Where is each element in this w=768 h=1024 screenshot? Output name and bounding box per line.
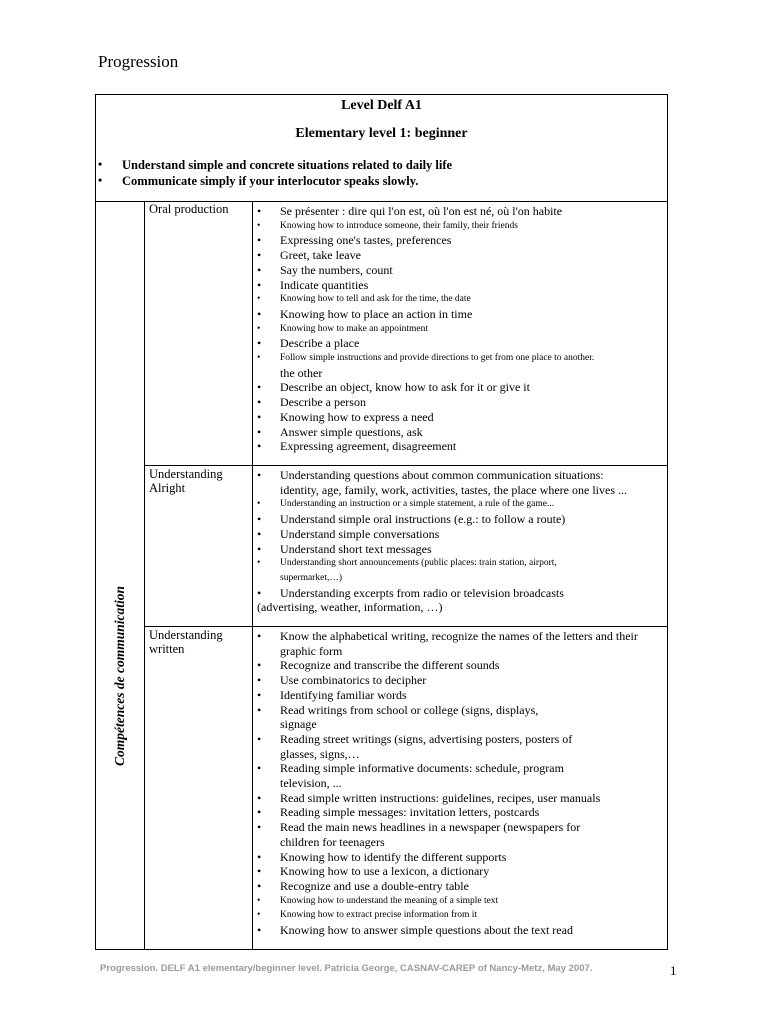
bullet-icon: • bbox=[257, 849, 262, 864]
bullet-icon: • bbox=[257, 409, 262, 424]
list-item bbox=[253, 527, 667, 542]
item-text: Reading simple informative documents: schedule, program bbox=[280, 761, 564, 776]
items-list bbox=[253, 466, 667, 626]
list-item bbox=[253, 658, 667, 673]
list-item bbox=[253, 644, 667, 659]
list-item bbox=[253, 248, 667, 263]
category-label: Oral production bbox=[145, 201, 253, 465]
item-text: Follow simple instructions and provide directions to get from one place to another. bbox=[280, 353, 595, 364]
footer-text: Progression. DELF A1 elementary/beginner level. Patricia George, CASNAV-CAREP of Nancy-Metz, May 2007. bbox=[100, 963, 593, 974]
list-item bbox=[253, 512, 667, 527]
item-text: Understanding an instruction or a simple statement, a rule of the game... bbox=[280, 499, 555, 510]
bullet-icon: • bbox=[257, 923, 262, 938]
list-item bbox=[253, 351, 667, 366]
item-text: Read the main news headlines in a newspaper (newspapers for bbox=[280, 820, 581, 835]
list-item bbox=[253, 292, 667, 307]
item-text: Knowing how to introduce someone, their family, their friends bbox=[280, 220, 518, 231]
bullet-icon: • bbox=[257, 323, 261, 334]
vertical-label: Compétences de communication bbox=[112, 586, 127, 766]
bullet-icon: • bbox=[257, 262, 262, 277]
bullet-icon: • bbox=[257, 336, 262, 351]
item-text: supermarket,…) bbox=[280, 572, 342, 583]
bullet-icon: • bbox=[257, 294, 261, 305]
bullet-icon: • bbox=[257, 629, 262, 643]
item-text: signage bbox=[280, 717, 317, 732]
item-text: Understanding excerpts from radio or television broadcasts bbox=[280, 585, 564, 600]
list-item bbox=[253, 263, 667, 278]
list-item bbox=[253, 497, 667, 512]
table-header bbox=[96, 95, 667, 202]
bullet-icon: • bbox=[257, 658, 262, 673]
item-text: Knowing how to express a need bbox=[280, 409, 434, 424]
elementary-heading: Elementary level 1: beginner bbox=[295, 126, 468, 141]
bullet-icon: • bbox=[257, 731, 262, 746]
list-item bbox=[253, 468, 667, 483]
list-item bbox=[253, 556, 667, 571]
bullet-icon: • bbox=[257, 558, 261, 569]
category-label: Understanding Alright bbox=[145, 466, 253, 626]
item-text: Use combinatorics to decipher bbox=[280, 673, 427, 688]
bullet-icon: • bbox=[257, 864, 262, 879]
bullet-icon: • bbox=[257, 805, 262, 820]
bullet-icon: • bbox=[257, 248, 262, 263]
bullet-icon: • bbox=[257, 204, 262, 218]
bullet-icon: • bbox=[257, 820, 262, 835]
item-text: Read writings from school or college (signs, displays, bbox=[280, 702, 539, 717]
list-item bbox=[253, 600, 667, 615]
page-number: 1 bbox=[670, 963, 677, 978]
item-text: Greet, take leave bbox=[280, 248, 361, 263]
list-item bbox=[253, 879, 667, 894]
bullet-icon: • bbox=[257, 878, 262, 893]
list-item bbox=[253, 703, 667, 718]
list-item bbox=[253, 278, 667, 293]
goal-item: • Communicate simply if your interlocutor speaks slowly. bbox=[96, 173, 667, 189]
list-item bbox=[253, 410, 667, 425]
list-item bbox=[253, 395, 667, 410]
item-text: Knowing how to place an action in time bbox=[280, 306, 473, 321]
item-text: Understand short text messages bbox=[280, 541, 432, 556]
bullet-icon: • bbox=[257, 353, 261, 364]
item-text: Read simple written instructions: guidelines, recipes, user manuals bbox=[280, 790, 601, 805]
list-item bbox=[253, 791, 667, 806]
item-text: identity, age, family, work, activities, tastes, the place where one lives ... bbox=[280, 482, 627, 497]
list-item bbox=[253, 571, 667, 586]
item-text: Reading simple messages: invitation letters, postcards bbox=[280, 805, 540, 820]
item-text: Knowing how to make an appointment bbox=[280, 323, 429, 334]
bullet-icon: • bbox=[257, 395, 262, 410]
items-list bbox=[253, 627, 667, 949]
section-understanding-written bbox=[145, 627, 667, 949]
list-item bbox=[253, 850, 667, 865]
item-text: Reading street writings (signs, advertising posters, posters of bbox=[280, 731, 573, 746]
list-item bbox=[253, 439, 667, 454]
item-text: Knowing how to identify the different supports bbox=[280, 849, 507, 864]
goal-item: • Understand simple and concrete situations related to daily life bbox=[96, 157, 667, 173]
list-item bbox=[253, 673, 667, 688]
item-text: television, ... bbox=[280, 776, 342, 791]
list-item bbox=[253, 923, 667, 938]
bullet-icon: • bbox=[257, 424, 262, 439]
bullet-icon: • bbox=[257, 702, 262, 717]
item-text: Knowing how to use a lexicon, a dictionary bbox=[280, 864, 490, 879]
item-text: Describe a place bbox=[280, 336, 360, 351]
bullet-icon: • bbox=[257, 910, 261, 921]
bullet-icon: • bbox=[257, 233, 262, 248]
bullet-icon: • bbox=[257, 499, 261, 510]
bullet-icon: • bbox=[257, 895, 261, 906]
list-item bbox=[253, 864, 667, 879]
item-text: the other bbox=[280, 365, 323, 380]
vertical-label-column bbox=[96, 201, 145, 949]
list-item bbox=[253, 747, 667, 762]
item-text: Expressing one's tastes, preferences bbox=[280, 233, 452, 248]
list-item bbox=[253, 761, 667, 776]
bullet-icon: • bbox=[257, 306, 262, 321]
item-text: Recognize and transcribe the different sounds bbox=[280, 658, 500, 673]
list-item bbox=[253, 717, 667, 732]
list-item bbox=[253, 805, 667, 820]
item-text: Describe an object, know how to ask for it or give it bbox=[280, 380, 530, 395]
item-text: Know the alphabetical writing, recognize the names of the letters and their bbox=[280, 629, 638, 643]
progression-table bbox=[95, 94, 668, 950]
item-text: Understand simple conversations bbox=[280, 526, 440, 541]
bullet-icon: • bbox=[257, 687, 262, 702]
bullet-icon: • bbox=[257, 439, 262, 454]
bullet-icon: • bbox=[257, 380, 262, 395]
list-item bbox=[253, 586, 667, 601]
list-item bbox=[253, 322, 667, 337]
category-label: Understanding written bbox=[145, 627, 253, 949]
item-text: Se présenter : dire qui l'on est, où l'on est né, où l'on habite bbox=[280, 204, 563, 218]
item-text: Recognize and use a double-entry table bbox=[280, 878, 469, 893]
list-item bbox=[253, 908, 667, 923]
list-item bbox=[253, 483, 667, 498]
list-item bbox=[253, 776, 667, 791]
section-understanding-alright bbox=[145, 466, 667, 627]
bullet-icon: • bbox=[257, 220, 261, 231]
item-text: Knowing how to understand the meaning of a simple text bbox=[280, 895, 499, 906]
list-item bbox=[253, 835, 667, 850]
section-oral-production bbox=[145, 201, 667, 466]
item-text: Say the numbers, count bbox=[280, 262, 393, 277]
list-item bbox=[253, 820, 667, 835]
list-item bbox=[253, 307, 667, 322]
list-item bbox=[253, 732, 667, 747]
item-text: Expressing agreement, disagreement bbox=[280, 439, 457, 454]
bullet-icon: • bbox=[257, 585, 262, 600]
level-heading: Level Delf A1 bbox=[341, 98, 422, 113]
list-item bbox=[253, 204, 667, 219]
bullet-icon: • bbox=[257, 526, 262, 541]
bullet-icon: • bbox=[257, 277, 262, 292]
item-text: Knowing how to tell and ask for the time, the date bbox=[280, 294, 471, 305]
list-item bbox=[253, 894, 667, 909]
goals-list bbox=[96, 157, 667, 189]
item-text: Knowing how to extract precise information from it bbox=[280, 910, 478, 921]
item-text: (advertising, weather, information, …) bbox=[257, 600, 443, 615]
list-item bbox=[253, 688, 667, 703]
list-item bbox=[253, 542, 667, 557]
list-item bbox=[253, 380, 667, 395]
item-text: Understand simple oral instructions (e.g.: to follow a route) bbox=[280, 512, 566, 527]
list-item bbox=[253, 366, 667, 381]
item-text: Knowing how to answer simple questions about the text read bbox=[280, 923, 573, 938]
item-text: children for teenagers bbox=[280, 834, 385, 849]
page-title: Progression bbox=[98, 52, 179, 71]
items-list bbox=[253, 201, 667, 465]
bullet-icon: • bbox=[257, 761, 262, 776]
list-item bbox=[253, 336, 667, 351]
item-text: graphic form bbox=[280, 643, 343, 658]
list-item bbox=[253, 425, 667, 440]
item-text: Indicate quantities bbox=[280, 277, 369, 292]
item-text: Describe a person bbox=[280, 395, 366, 410]
item-text: Understanding short announcements (public places: train station, airport, bbox=[280, 558, 557, 569]
item-text: Understanding questions about common communication situations: bbox=[280, 468, 604, 482]
item-text: glasses, signs,… bbox=[280, 746, 360, 761]
list-item bbox=[253, 629, 667, 644]
bullet-icon: • bbox=[257, 468, 262, 482]
bullet-icon: • bbox=[257, 673, 262, 688]
bullet-icon: • bbox=[257, 512, 262, 527]
list-item bbox=[253, 219, 667, 234]
bullet-icon: • bbox=[257, 790, 262, 805]
list-item bbox=[253, 233, 667, 248]
bullet-icon: • bbox=[257, 541, 262, 556]
item-text: Answer simple questions, ask bbox=[280, 424, 423, 439]
item-text: Identifying familiar words bbox=[280, 687, 407, 702]
